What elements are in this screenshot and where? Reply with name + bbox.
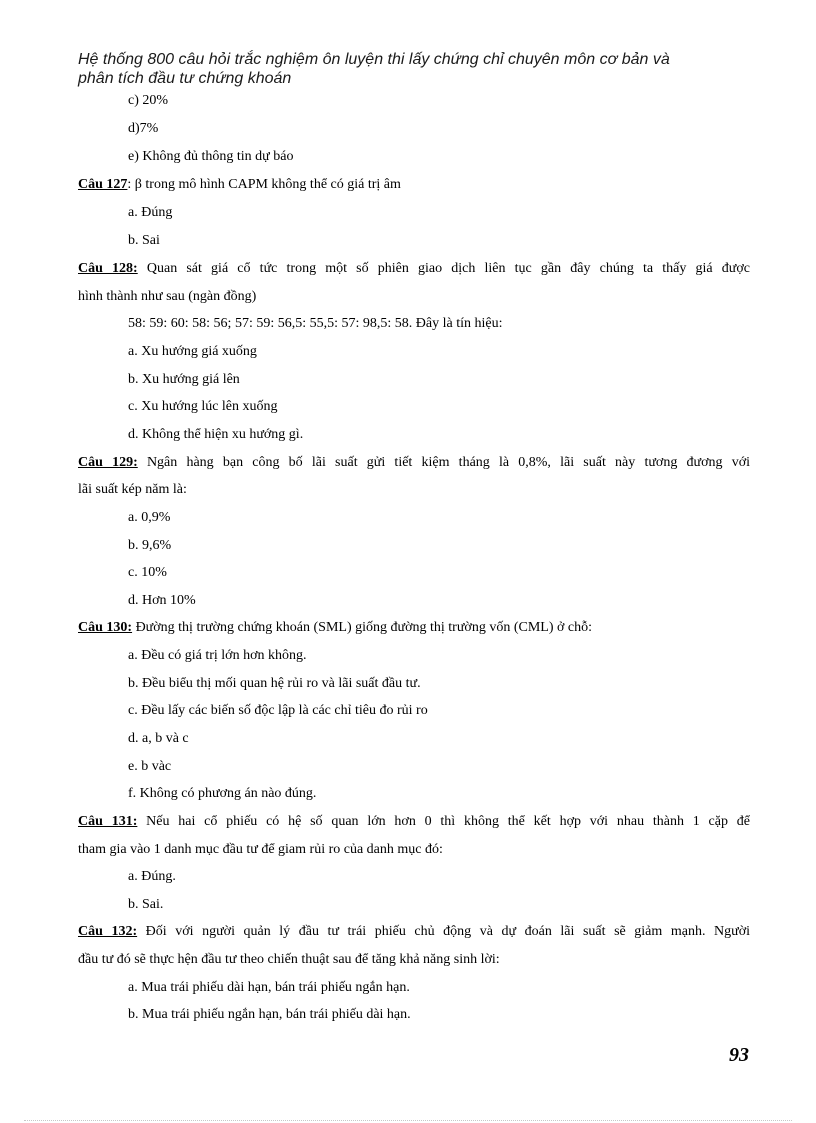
question-label: Câu 132:	[78, 924, 138, 939]
option: a. Đúng	[128, 205, 173, 220]
question-data-line: 58: 59: 60: 58: 56; 57: 59: 56,5: 55,5: 57: 98,5: 58. Đây là tín hiệu:	[128, 316, 503, 331]
option: c. Đều lấy các biến số độc lập là các chỉ tiêu đo rủi ro	[128, 703, 428, 718]
question-text-cont: hình thành như sau (ngàn đồng)	[78, 289, 257, 304]
option: a. 0,9%	[128, 510, 171, 525]
question-text-cont: đầu tư đó sẽ thực hện đầu tư theo chiến thuật sau để tăng khả năng sinh lời:	[78, 952, 500, 967]
question-text: Ngân hàng bạn công bố lãi suất gửi tiết kiệm tháng là 0,8%, lãi suất này tương đương với	[137, 455, 750, 470]
question-label: Câu 130:	[78, 620, 133, 635]
question-132	[78, 923, 750, 941]
question-text: Đối với người quản lý đầu tư trái phiếu chủ động và dự đoán lãi suất sẽ giảm mạnh. Người	[137, 924, 750, 939]
page-number: 93	[729, 1044, 749, 1066]
option: b. Xu hướng giá lên	[128, 372, 240, 387]
question-text-cont: lãi suất kép năm là:	[78, 482, 187, 497]
document-header	[78, 50, 758, 88]
option: c) 20%	[128, 93, 169, 108]
question-label: Câu 127	[78, 177, 128, 192]
question-text: : β trong mô hình CAPM không thể có giá trị âm	[127, 177, 401, 192]
option: c. 10%	[128, 565, 167, 580]
option: e) Không đủ thông tin dự báo	[128, 149, 294, 164]
option: b. Đều biểu thị mối quan hệ rủi ro và lãi suất đầu tư.	[128, 676, 421, 691]
page-bottom-rule	[24, 1120, 792, 1121]
header-line-1: Hệ thống 800 câu hỏi trắc nghiệm ôn luyện thi lấy chứng chỉ chuyên môn cơ bản và	[78, 51, 670, 68]
option: d. Hơn 10%	[128, 593, 196, 608]
question-129	[78, 454, 750, 472]
option: b. Mua trái phiếu ngắn hạn, bán trái phiếu dài hạn.	[128, 1007, 411, 1022]
option: d. a, b và c	[128, 731, 189, 746]
option: a. Mua trái phiếu dài hạn, bán trái phiếu ngắn hạn.	[128, 980, 410, 995]
option: a. Đúng.	[128, 869, 176, 884]
question-label: Câu 128:	[78, 261, 138, 276]
option: d)7%	[128, 121, 159, 136]
option: c. Xu hướng lúc lên xuống	[128, 399, 278, 414]
header-line-2: phân tích đầu tư chứng khoán	[78, 70, 292, 87]
question-127	[78, 176, 401, 194]
question-label: Câu 129:	[78, 455, 138, 470]
question-128	[78, 260, 750, 278]
option: f. Không có phương án nào đúng.	[128, 786, 317, 801]
question-text-cont: tham gia vào 1 danh mục đầu tư để giam rủi ro của danh mục đó:	[78, 842, 443, 857]
question-130	[78, 619, 592, 637]
option: a. Đều có giá trị lớn hơn không.	[128, 648, 307, 663]
option: a. Xu hướng giá xuống	[128, 344, 257, 359]
option: b. Sai.	[128, 897, 164, 912]
option: e. b vàc	[128, 759, 172, 774]
option: b. Sai	[128, 233, 160, 248]
question-131	[78, 813, 750, 831]
question-text: Đường thị trường chứng khoán (SML) giống đường thị trường vốn (CML) ở chỗ:	[132, 620, 592, 635]
question-text: Nếu hai cổ phiếu có hệ số quan lớn hơn 0 thì không thể kết hợp với nhau thành 1 cặp để	[137, 814, 750, 829]
question-label: Câu 131:	[78, 814, 138, 829]
option: b. 9,6%	[128, 538, 172, 553]
option: d. Không thể hiện xu hướng gì.	[128, 427, 304, 442]
question-text: Quan sát giá cổ tức trong một số phiên giao dịch liên tục gần đây chúng ta thấy giá được	[137, 261, 750, 276]
